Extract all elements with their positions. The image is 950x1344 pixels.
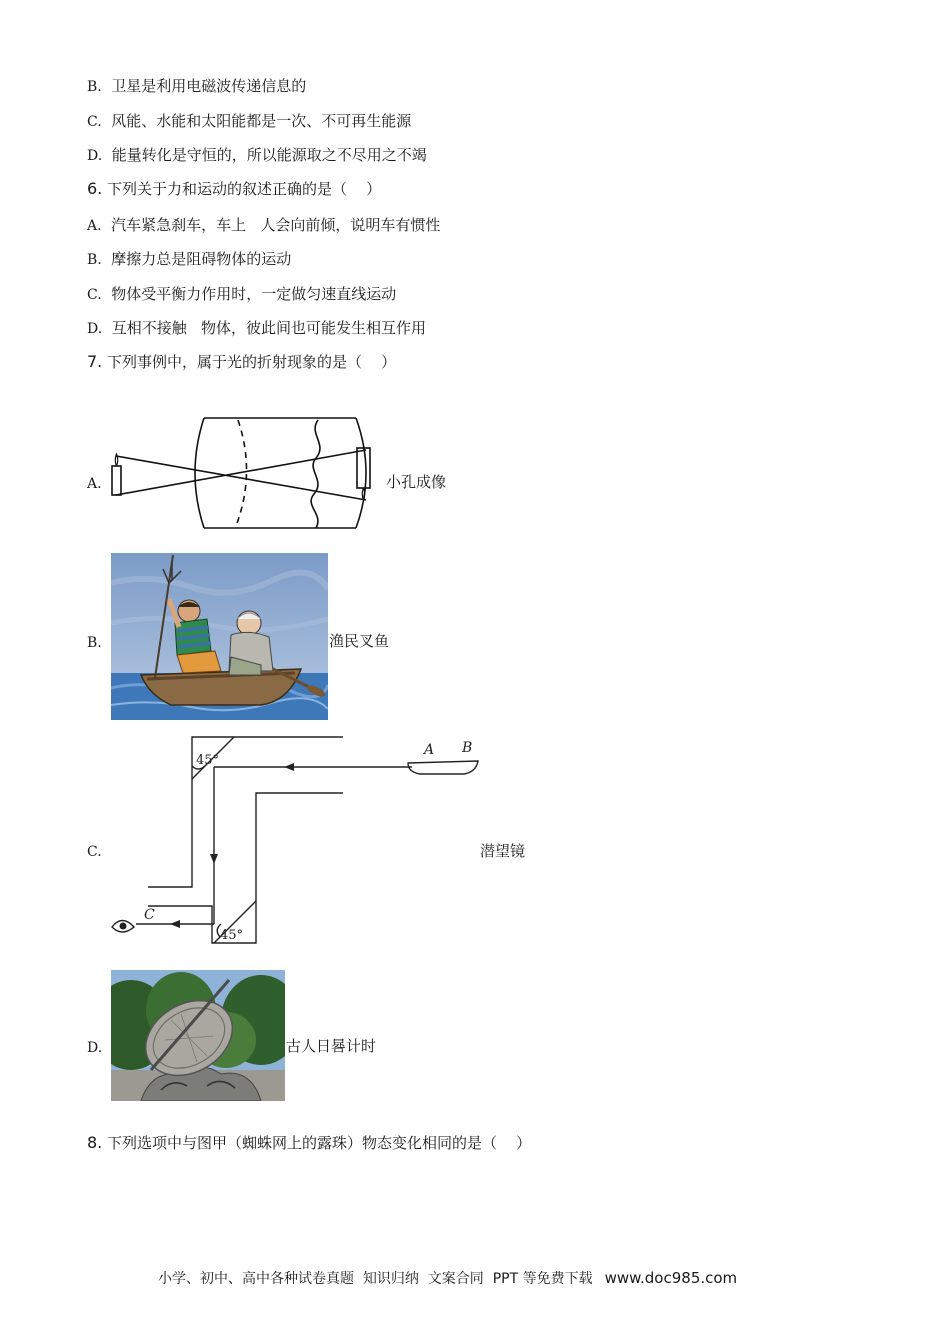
- q7-stem: [87, 352, 396, 372]
- option-text: 摩擦力总是阻碍物体的运动: [111, 250, 292, 268]
- footer-text: 小学、初中、高中各种试卷真题 知识归纳 文案合同 PPT 等免费下载: [158, 1271, 593, 1287]
- q7-option-a-letter: A.: [87, 476, 102, 492]
- question-text: 下列关于力和运动的叙述正确的是（ ）: [107, 180, 382, 198]
- q7-option-c-caption: 潜望镜: [480, 842, 526, 860]
- q7-option-b-letter: B.: [87, 635, 102, 651]
- option-letter: D.: [87, 148, 103, 164]
- angle-label-bottom: 45°: [220, 928, 244, 943]
- q6-option-a: [87, 215, 440, 236]
- q5-option-c: [87, 111, 411, 132]
- q5-option-b: [87, 76, 306, 97]
- point-label-c: C: [144, 907, 155, 923]
- q6-stem: [87, 179, 381, 199]
- question-text: 下列选项中与图甲（蜘蛛网上的露珠）物态变化相同的是（ ）: [107, 1134, 532, 1152]
- q5-option-d: [87, 145, 427, 166]
- q6-option-b: [87, 249, 291, 270]
- q7-option-c-letter: C.: [87, 844, 102, 860]
- option-letter: D.: [87, 321, 103, 337]
- question-number: 8.: [87, 1133, 103, 1152]
- fisherman-spearing-fish-image: [111, 553, 328, 720]
- q8-stem: [87, 1133, 531, 1153]
- pinhole-camera-figure: [108, 414, 388, 534]
- option-text: 互相不接触 物体，彼此间也可能发生相互作用: [111, 319, 427, 337]
- option-text: 能量转化是守恒的，所以能源取之不尽用之不竭: [111, 146, 427, 164]
- q7-option-a-caption: 小孔成像: [386, 473, 447, 491]
- point-label-a: A: [424, 742, 435, 758]
- periscope-diagram: [108, 734, 483, 946]
- option-letter: C.: [87, 114, 102, 130]
- page-footer: [158, 1268, 737, 1289]
- question-text: 下列事例中，属于光的折射现象的是（ ）: [107, 353, 397, 371]
- question-number: 7.: [87, 352, 103, 371]
- q7-option-b-caption: 渔民叉鱼: [329, 632, 390, 650]
- option-text: 汽车紧急刹车，车上 人会向前倾，说明车有惯性: [111, 216, 441, 234]
- option-text: 卫星是利用电磁波传递信息的: [111, 77, 307, 95]
- option-letter: B.: [87, 252, 102, 268]
- question-number: 6.: [87, 179, 103, 198]
- point-label-b: B: [462, 740, 473, 756]
- option-letter: A.: [87, 218, 102, 234]
- option-letter: B.: [87, 79, 102, 95]
- angle-label-top: 45°: [196, 753, 220, 768]
- q7-option-d-letter: D.: [87, 1040, 103, 1056]
- q6-option-c: [87, 284, 396, 305]
- footer-url-link[interactable]: www.doc985.com: [604, 1269, 738, 1287]
- option-text: 物体受平衡力作用时，一定做匀速直线运动: [111, 285, 397, 303]
- option-letter: C.: [87, 287, 102, 303]
- q7-option-d-caption: 古人日晷计时: [286, 1037, 377, 1055]
- q6-option-d: [87, 318, 426, 339]
- option-text: 风能、水能和太阳能都是一次、不可再生能源: [111, 112, 412, 130]
- sundial-photo: [111, 970, 285, 1101]
